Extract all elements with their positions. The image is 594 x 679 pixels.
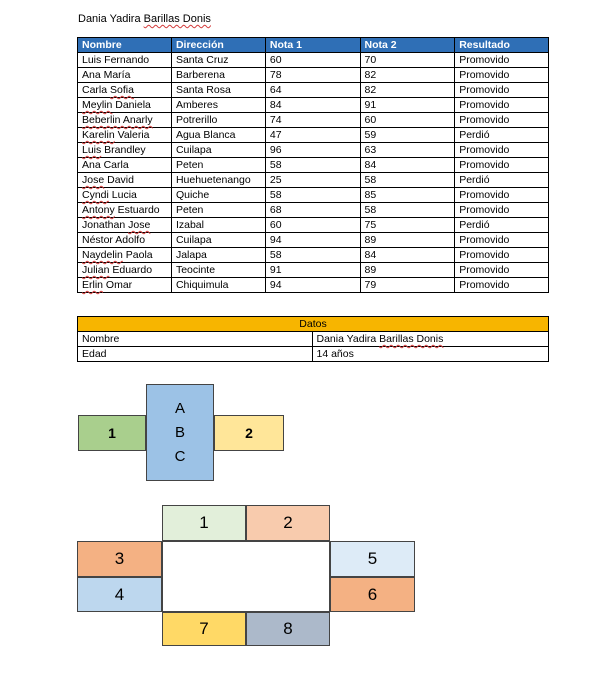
cell-nombre: Naydelin Paola	[78, 248, 172, 263]
datos-table	[77, 316, 549, 362]
cell-nota-2: 85	[360, 188, 455, 203]
cell-nota-2: 63	[360, 143, 455, 158]
cell-nota-2: 91	[360, 98, 455, 113]
cross-letter-b: B	[174, 423, 185, 441]
cell-direccion: Huehuetenango	[171, 173, 265, 188]
cell-nota-2: 70	[360, 53, 455, 68]
cell-nombre: Antony Estuardo	[78, 203, 172, 218]
header-nota-1: Nota 1	[265, 38, 360, 53]
table-row	[78, 218, 549, 233]
cell-resultado: Perdió	[455, 173, 549, 188]
cell-nota-2: 59	[360, 128, 455, 143]
table-row	[78, 188, 549, 203]
cell-resultado: Promovido	[455, 68, 549, 83]
cell-nota-1: 78	[265, 68, 360, 83]
cell-nota-1: 84	[265, 98, 360, 113]
datos-surnames: Barillas Donis	[379, 333, 444, 345]
author-given-names: Dania Yadira	[78, 13, 144, 25]
cell-nombre: Beberlin Anarly	[78, 113, 172, 128]
cell-nota-2: 58	[360, 203, 455, 218]
table-row	[78, 332, 549, 347]
cell-direccion: Barberena	[171, 68, 265, 83]
cross-left-box: 1	[78, 415, 146, 451]
header-resultado: Resultado	[455, 38, 549, 53]
table-row	[78, 98, 549, 113]
grades-table	[77, 37, 549, 293]
cross-middle-box	[146, 384, 214, 481]
cell-direccion: Peten	[171, 158, 265, 173]
table-row	[78, 248, 549, 263]
header-nombre: Nombre	[78, 38, 172, 53]
author-name	[78, 13, 211, 25]
cell-resultado: Promovido	[455, 53, 549, 68]
numbered-box-8: 8	[246, 612, 330, 646]
cell-nota-2: 79	[360, 278, 455, 293]
cell-nombre: Julian Eduardo	[78, 263, 172, 278]
cell-nota-2: 75	[360, 218, 455, 233]
center-empty-box	[162, 541, 330, 612]
cell-nota-2: 58	[360, 173, 455, 188]
numbered-box-6: 6	[330, 577, 415, 612]
cell-direccion: Amberes	[171, 98, 265, 113]
cell-direccion: Cuilapa	[171, 143, 265, 158]
table-row	[78, 263, 549, 278]
cell-nota-1: 94	[265, 233, 360, 248]
cell-resultado: Promovido	[455, 233, 549, 248]
table-row	[78, 68, 549, 83]
cell-nombre: Carla Sofia	[78, 83, 172, 98]
numbered-box-3: 3	[77, 541, 162, 577]
cell-direccion: Quiche	[171, 188, 265, 203]
numbered-box-4: 4	[77, 577, 162, 612]
numbered-box-5: 5	[330, 541, 415, 577]
cell-nota-1: 68	[265, 203, 360, 218]
cell-direccion: Chiquimula	[171, 278, 265, 293]
cell-resultado: Promovido	[455, 248, 549, 263]
cell-direccion: Izabal	[171, 218, 265, 233]
cell-nota-1: 58	[265, 248, 360, 263]
table-row	[78, 233, 549, 248]
table-row	[78, 113, 549, 128]
cell-direccion: Santa Cruz	[171, 53, 265, 68]
cell-nota-1: 60	[265, 53, 360, 68]
cell-nombre: Jose David	[78, 173, 172, 188]
cell-nota-1: 91	[265, 263, 360, 278]
cell-resultado: Promovido	[455, 263, 549, 278]
cell-nombre: Luis Fernando	[78, 53, 172, 68]
table-row	[78, 158, 549, 173]
cross-right-box: 2	[214, 415, 284, 451]
cell-nota-2: 89	[360, 233, 455, 248]
numbered-box-7: 7	[162, 612, 246, 646]
header-nota-2: Nota 2	[360, 38, 455, 53]
cell-nota-1: 47	[265, 128, 360, 143]
table-row	[78, 83, 549, 98]
datos-value: 14 años	[312, 347, 549, 362]
cell-direccion: Teocinte	[171, 263, 265, 278]
datos-label: Edad	[78, 347, 313, 362]
cell-resultado: Promovido	[455, 158, 549, 173]
numbered-box-1: 1	[162, 505, 246, 541]
cell-nota-2: 84	[360, 248, 455, 263]
cell-direccion: Potrerillo	[171, 113, 265, 128]
cell-direccion: Cuilapa	[171, 233, 265, 248]
cell-resultado: Promovido	[455, 278, 549, 293]
datos-value	[312, 332, 549, 347]
cell-nombre: Erlin Omar	[78, 278, 172, 293]
cell-nombre: Karelin Valeria	[78, 128, 172, 143]
datos-label: Nombre	[78, 332, 313, 347]
cell-nombre: Jonathan Jose	[78, 218, 172, 233]
cell-nombre: Ana María	[78, 68, 172, 83]
cell-resultado: Perdió	[455, 128, 549, 143]
cell-nota-1: 58	[265, 188, 360, 203]
cell-nota-2: 82	[360, 83, 455, 98]
cross-letter-c: C	[174, 447, 186, 465]
cell-nota-2: 82	[360, 68, 455, 83]
cell-resultado: Perdió	[455, 218, 549, 233]
cell-resultado: Promovido	[455, 98, 549, 113]
cell-direccion: Jalapa	[171, 248, 265, 263]
table-row	[78, 203, 549, 218]
grades-body	[78, 53, 549, 293]
cell-nota-1: 64	[265, 83, 360, 98]
cell-direccion: Agua Blanca	[171, 128, 265, 143]
cell-nota-1: 25	[265, 173, 360, 188]
cell-nota-1: 96	[265, 143, 360, 158]
author-surnames: Barillas Donis	[143, 13, 211, 25]
cell-nombre: Meylin Daniela	[78, 98, 172, 113]
cell-nombre: Ana Carla	[78, 158, 172, 173]
cell-resultado: Promovido	[455, 203, 549, 218]
table-row	[78, 173, 549, 188]
table-row	[78, 143, 549, 158]
datos-name-value: Dania Yadira Barillas Donis	[316, 333, 444, 345]
cell-nota-1: 74	[265, 113, 360, 128]
cell-nota-1: 60	[265, 218, 360, 233]
header-direccion: Dirección	[171, 38, 265, 53]
cell-direccion: Santa Rosa	[171, 83, 265, 98]
table-row	[78, 347, 549, 362]
table-row	[78, 278, 549, 293]
table-row	[78, 128, 549, 143]
cell-nombre: Cyndi Lucia	[78, 188, 172, 203]
cell-nota-2: 84	[360, 158, 455, 173]
cell-nota-2: 60	[360, 113, 455, 128]
table-row	[78, 53, 549, 68]
cell-nombre: Néstor Adolfo	[78, 233, 172, 248]
cell-nota-1: 94	[265, 278, 360, 293]
cell-nombre: Luis Brandley	[78, 143, 172, 158]
cell-resultado: Promovido	[455, 83, 549, 98]
numbered-box-2: 2	[246, 505, 330, 541]
cross-letter-a: A	[174, 399, 185, 417]
grades-header-row	[78, 38, 549, 53]
cell-resultado: Promovido	[455, 188, 549, 203]
cell-resultado: Promovido	[455, 143, 549, 158]
cell-direccion: Peten	[171, 203, 265, 218]
cell-resultado: Promovido	[455, 113, 549, 128]
cell-nota-1: 58	[265, 158, 360, 173]
datos-title: Datos	[78, 317, 549, 332]
cell-nota-2: 89	[360, 263, 455, 278]
